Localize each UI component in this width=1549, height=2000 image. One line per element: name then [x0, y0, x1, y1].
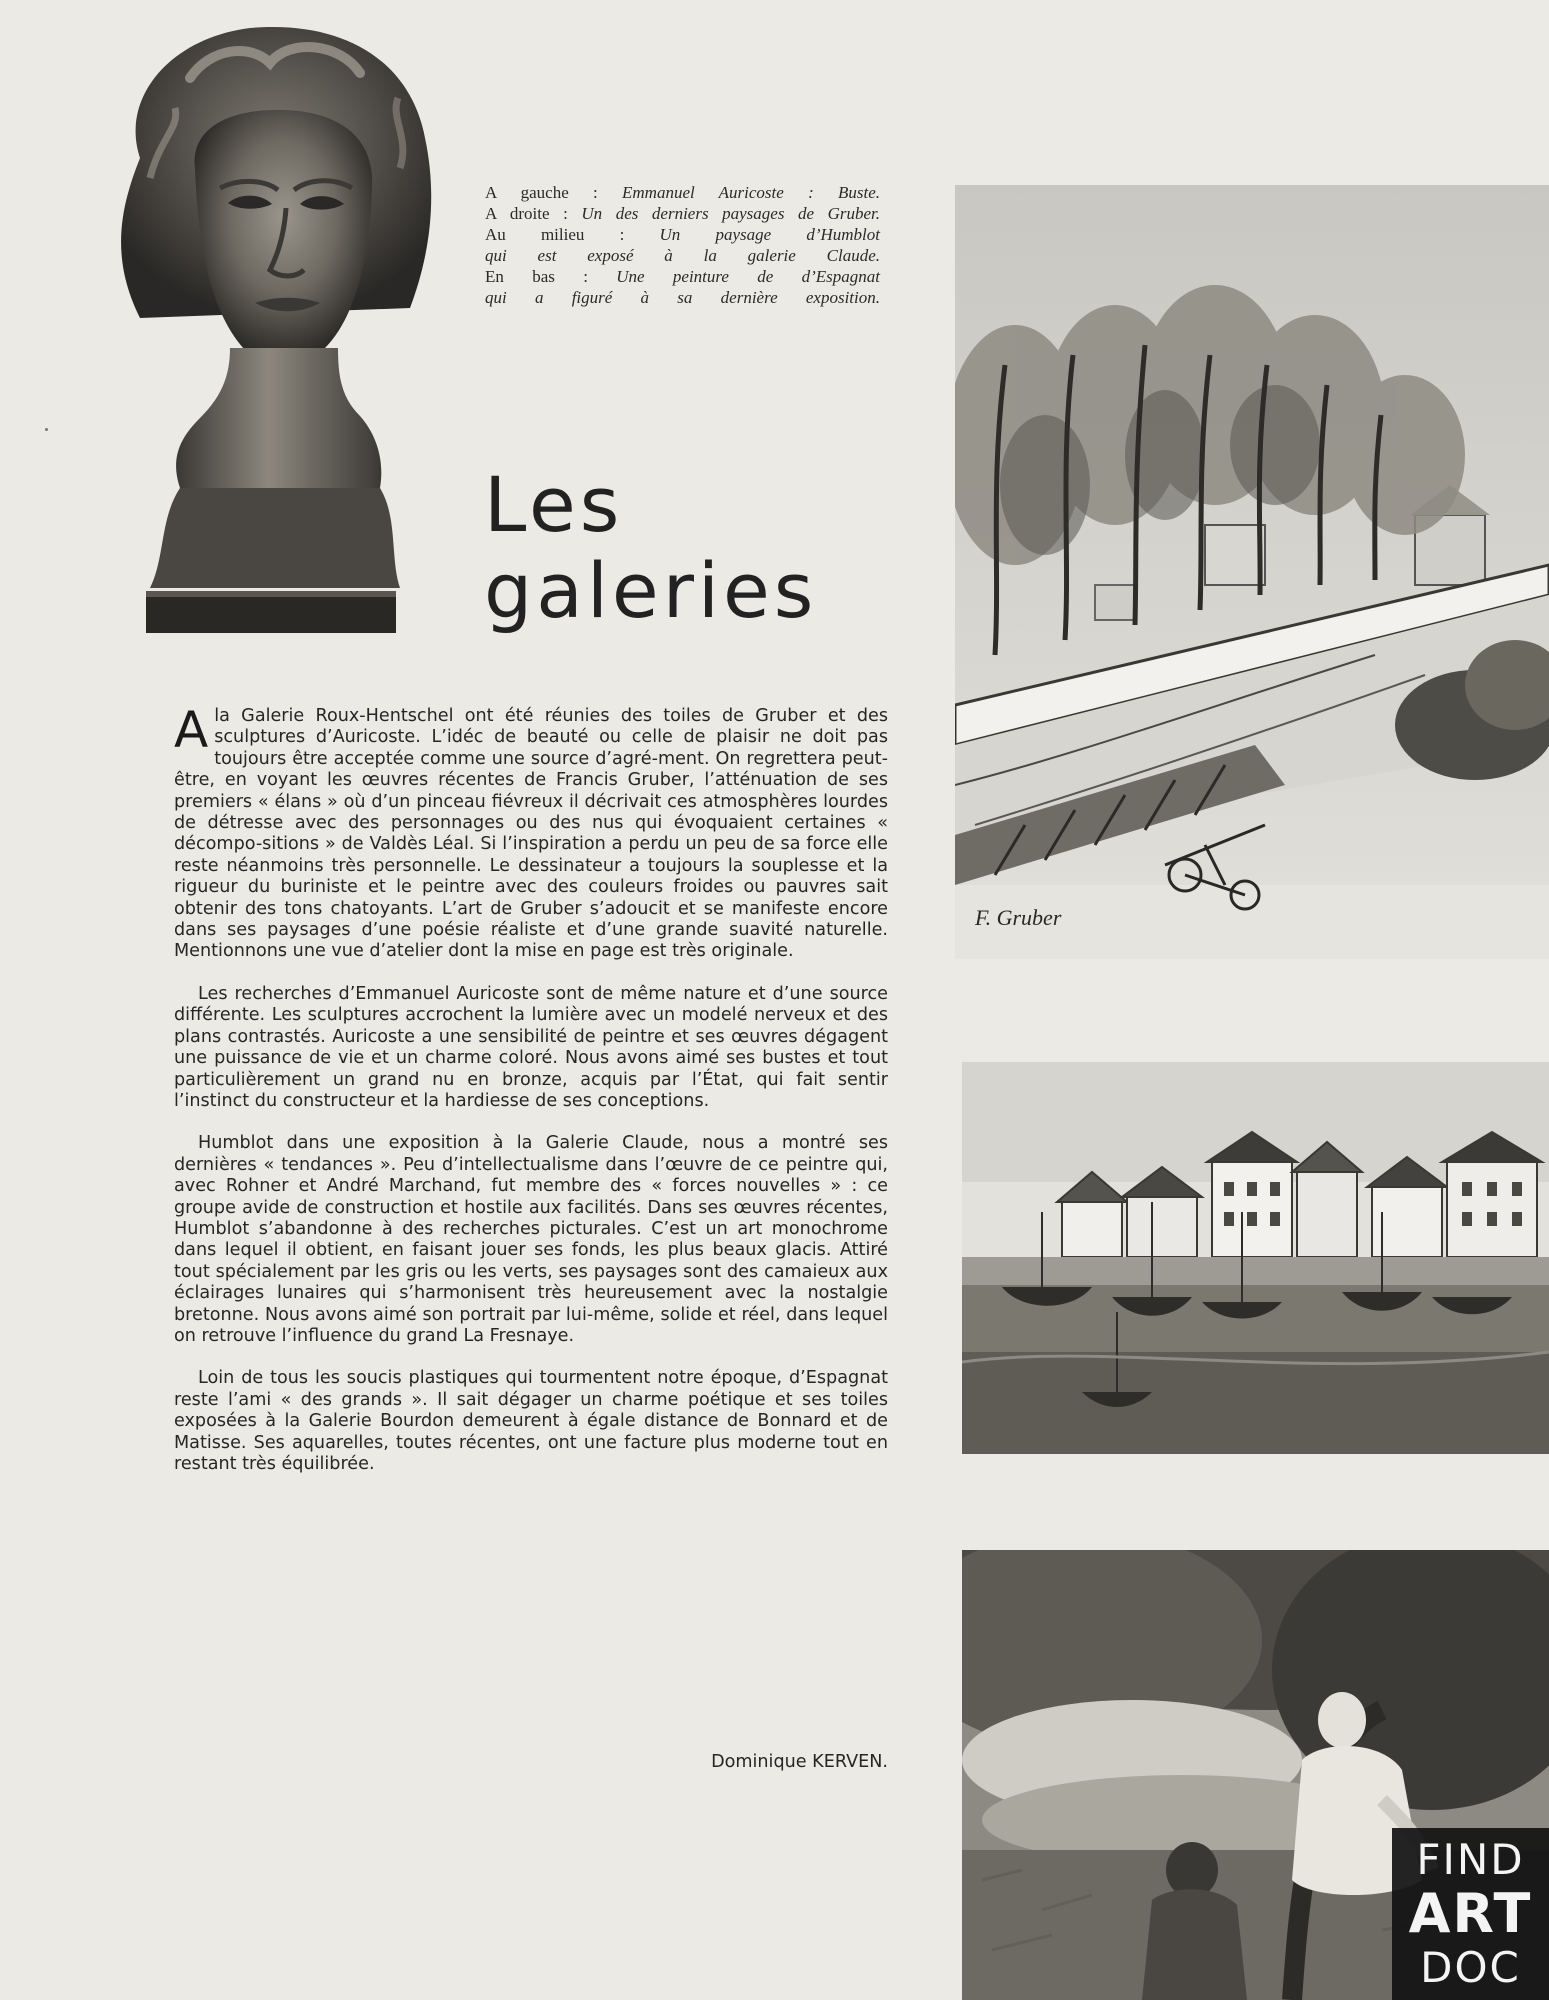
article-paragraph: Loin de tous les soucis plastiques qui tourmentent notre époque, d’Espagnat reste l’ami « des grands ». Il sait dégager un charme poétique et ses toiles exposées à la Galerie Bourdon demeurent à égale distance de Bonnard et de Matisse. Ses aquarelles, toutes récentes, ont une facture plus moderne tout en restant très équilibrée.: [174, 1368, 888, 1474]
findartdoc-watermark: [1392, 1828, 1549, 2000]
watermark-line-2: ART: [1408, 1882, 1533, 1945]
title-line-1: Les: [484, 460, 624, 549]
caption-line: A droite : Un des derniers paysages de Gruber.: [485, 204, 881, 223]
page-title: [484, 462, 894, 634]
caption-line: qui est exposé à la galerie Claude.: [485, 246, 880, 265]
article-body: [174, 701, 888, 1496]
caption-line: En bas : Une peinture de d’Espagnat: [485, 267, 880, 286]
humblot-landscape-painting: [962, 1062, 1549, 1454]
page-speck: [45, 428, 48, 431]
title-line-2: galeries: [484, 546, 818, 635]
article-paragraph: Les recherches d’Emmanuel Auricoste sont de même nature et d’une source différente. Les sculptures accrochent la lumière avec un modelé nerveux et des plans contrastés. Auricoste a une sensibilité de peintre et ses œuvres dégagent une puissance de vie et un charme coloré. Nous avons aimé ses bustes et tout particulièrement un grand nu en bronze, acquis par l’État, qui fait sentir l’instinct du constructeur et la hardiesse de ses conceptions.: [174, 983, 888, 1111]
image-caption: [485, 182, 880, 308]
caption-line: A gauche : Emmanuel Auricoste : Buste.: [485, 183, 881, 202]
article-paragraph: Humblot dans une exposition à la Galerie Claude, nous a montré ses dernières « tendances ». Peu d’intellectualisme dans l’œuvre de ce peintre qui, avec Rohner et André Marchand, fut membre des « forces nouvelles » : ce groupe avide de construction et hostile aux facilités. Dans ses œuvres récentes, Humblot s’abandonne à des recherches picturales. C’est un art monochrome dans lequel il obtient, en faisant jouer ses fonds, les plus beaux glacis. Attiré tout spécialement par les gris ou les verts, ses paysages sont des camaieux aux éclairages lunaires qui s’harmonisent très heureusement avec la nostalgie bretonne. Nous avons aimé son portrait par lui-même, solide et réel, dans lequel on retrouve l’influence du grand La Fresnaye.: [174, 1133, 888, 1346]
painting-signature: F. Gruber: [975, 905, 1062, 930]
gruber-landscape-painting: [955, 185, 1549, 959]
watermark-line-3: DOC: [1420, 1943, 1521, 1992]
caption-line: qui a figuré à sa dernière exposition.: [485, 288, 880, 307]
bust-sculpture-photo: [80, 18, 460, 638]
watermark-line-1: FIND: [1416, 1835, 1525, 1884]
author-signature: Dominique KERVEN.: [711, 1752, 888, 1772]
article-paragraph: Ala Galerie Roux-Hentschel ont été réunies des toiles de Gruber et des sculptures d’Auricoste. L’idéc de beauté ou celle de plaisir ne doit pas toujours être acceptée comme une source d’agré-ment. On regrettera peut-être, en voyant les œuvres récentes de Francis Gruber, l’atténuation de ses premiers « élans » où d’un pinceau fiévreux il décrivait ces atmosphères lourdes de détresse avec des personnages ou des nus qui évoquaient certaines « décompo-sitions » de Valdès Léal. Si l’inspiration a perdu un peu de sa force elle reste néanmoins très personnelle. Le dessinateur a toujours la souplesse et la rigueur du buriniste et le peintre avec des couleurs froides ou pauvres sait obtenir des tons chatoyants. L’art de Gruber s’adoucit et se manifeste encore dans ses paysages d’une poésie réaliste et d’une grande suavité naturelle. Mentionnons une vue d’atelier dont la mise en page est très originale.: [174, 701, 888, 962]
caption-line: Au milieu : Un paysage d’Humblot: [485, 225, 880, 244]
